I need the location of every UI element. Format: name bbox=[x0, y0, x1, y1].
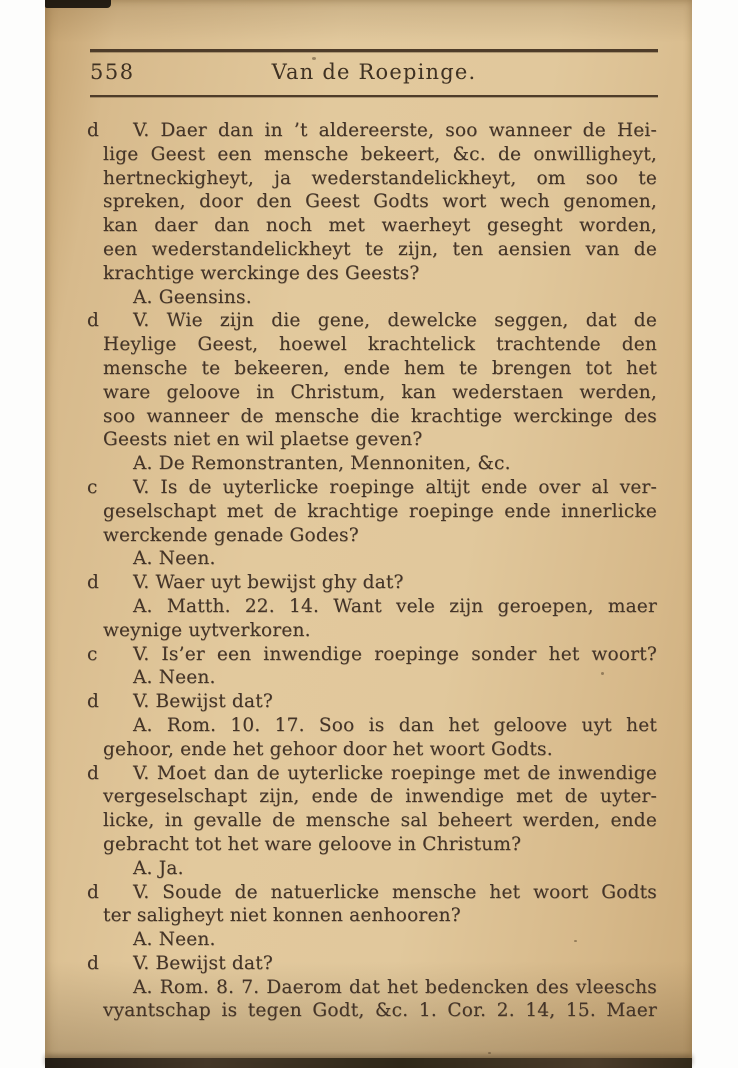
text-line: krachtige werckinge des Geests? bbox=[103, 262, 420, 284]
margin-letter: d bbox=[87, 310, 100, 332]
answer-paragraph bbox=[103, 976, 657, 1024]
text-line: V. Is de uyterlicke roepinge altijt ende over al ver- bbox=[133, 476, 657, 498]
text-line: A. Geensins. bbox=[133, 286, 252, 308]
text-line: Geests niet en wil plaetse geven? bbox=[103, 429, 423, 451]
margin-letter: d bbox=[87, 952, 100, 974]
text-line: gehoor, ende het gehoor door het woort Godts. bbox=[103, 738, 553, 760]
page-bottom-edge-shadow bbox=[45, 1058, 692, 1068]
text-line: A. Neen. bbox=[133, 929, 216, 951]
page-header bbox=[90, 58, 658, 90]
margin-letter: d bbox=[87, 120, 100, 141]
text-line: kan daer dan noch met waerheyt geseght worden, bbox=[103, 215, 657, 237]
answer-paragraph bbox=[103, 857, 657, 881]
question-paragraph bbox=[87, 762, 657, 857]
text-line: vyantschap is tegen Godt, &c. 1. Cor. 2. 14, 15. Maer bbox=[103, 1000, 657, 1022]
text-line: A. Matth. 22. 14. Want vele zijn geroepen, maer bbox=[133, 595, 657, 617]
text-line: V. Daer dan in ’t aldereerste, soo wanneer de Hei- bbox=[133, 120, 657, 141]
text-line: licke, in gevalle de mensche sal beheert werden, ende bbox=[103, 810, 657, 832]
question-paragraph bbox=[87, 571, 657, 595]
margin-letter: c bbox=[87, 476, 98, 498]
question-paragraph bbox=[87, 119, 657, 286]
text-line: V. Bewijst dat? bbox=[133, 691, 273, 713]
text-line: V. Wie zijn die gene, dewelcke seggen, dat de bbox=[133, 310, 657, 332]
text-line: Heylige Geest, hoewel krachtelick trachtende den bbox=[103, 334, 657, 356]
margin-letter: d bbox=[87, 762, 100, 784]
text-line: weynige uytverkoren. bbox=[103, 619, 311, 641]
question-paragraph bbox=[87, 476, 657, 547]
margin-letter: c bbox=[87, 643, 98, 665]
text-line: A. Rom. 8. 7. Daerom dat het bedencken des vleeschs bbox=[133, 976, 657, 998]
text-line: werckende genade Godes? bbox=[103, 524, 359, 546]
text-line: V. Soude de natuerlicke mensche het woort Godts bbox=[133, 881, 657, 903]
margin-letter: d bbox=[87, 691, 100, 713]
answer-paragraph bbox=[103, 595, 657, 643]
answer-paragraph bbox=[103, 666, 657, 690]
question-paragraph bbox=[87, 309, 657, 452]
text-line: soo wanneer de mensche die krachtige werckinge des bbox=[103, 405, 657, 427]
text-line: spreken, door den Geest Godts wort wech genomen, bbox=[103, 191, 657, 213]
question-paragraph bbox=[87, 643, 657, 667]
text-line: een wederstandelickheyt te zijn, ten aensien van de bbox=[103, 238, 657, 260]
question-paragraph bbox=[87, 952, 657, 976]
text-line: A. Neen. bbox=[133, 667, 216, 689]
text-line: lige Geest een mensche bekeert, &c. de onwilligheyt, bbox=[103, 143, 657, 165]
answer-paragraph bbox=[103, 547, 657, 571]
text-line: A. De Remonstranten, Mennoniten, &c. bbox=[133, 453, 511, 475]
text-line: V. Is’er een inwendige roepinge sonder het woort? bbox=[133, 643, 657, 665]
scan-speck bbox=[488, 1052, 491, 1054]
scan-speck bbox=[312, 57, 316, 60]
book-page bbox=[45, 0, 692, 1068]
margin-letter: d bbox=[87, 572, 100, 594]
text-line: gebracht tot het ware geloove in Christum? bbox=[103, 833, 522, 855]
scan-speck bbox=[574, 940, 577, 942]
text-line: ware geloove in Christum, kan wederstaen werden, bbox=[103, 381, 657, 403]
header-rule-bottom bbox=[90, 95, 658, 97]
answer-paragraph bbox=[103, 714, 657, 762]
question-paragraph bbox=[87, 690, 657, 714]
text-line: hertneckigheyt, ja wederstandelickheyt, om soo te bbox=[103, 167, 657, 189]
text-line: V. Waer uyt bewijst ghy dat? bbox=[133, 572, 404, 594]
text-line: A. Rom. 10. 17. Soo is dan het geloove uyt het bbox=[133, 714, 657, 736]
text-line: ter saligheyt niet konnen aenhooren? bbox=[103, 905, 461, 927]
text-line: A. Neen. bbox=[133, 548, 216, 570]
scan-edge-mark bbox=[45, 0, 111, 8]
text-line: geselschapt met de krachtige roepinge ende innerlicke bbox=[103, 500, 657, 522]
scan-speck bbox=[601, 672, 604, 675]
text-line: V. Moet dan de uyterlicke roepinge met de inwendige bbox=[133, 762, 657, 784]
running-title: Van de Roepinge. bbox=[271, 60, 477, 84]
text-line: A. Ja. bbox=[133, 857, 184, 879]
answer-paragraph bbox=[103, 452, 657, 476]
header-rule-top bbox=[90, 49, 658, 52]
margin-letter: d bbox=[87, 881, 100, 903]
text-line: V. Bewijst dat? bbox=[133, 952, 273, 974]
page-number: 558 bbox=[90, 60, 135, 84]
text-block bbox=[87, 119, 657, 1023]
question-paragraph bbox=[87, 881, 657, 929]
text-line: vergeselschapt zijn, ende de inwendige met de uyter- bbox=[103, 786, 657, 808]
answer-paragraph bbox=[103, 286, 657, 310]
text-line: mensche te bekeeren, ende hem te brengen tot het bbox=[103, 357, 657, 379]
